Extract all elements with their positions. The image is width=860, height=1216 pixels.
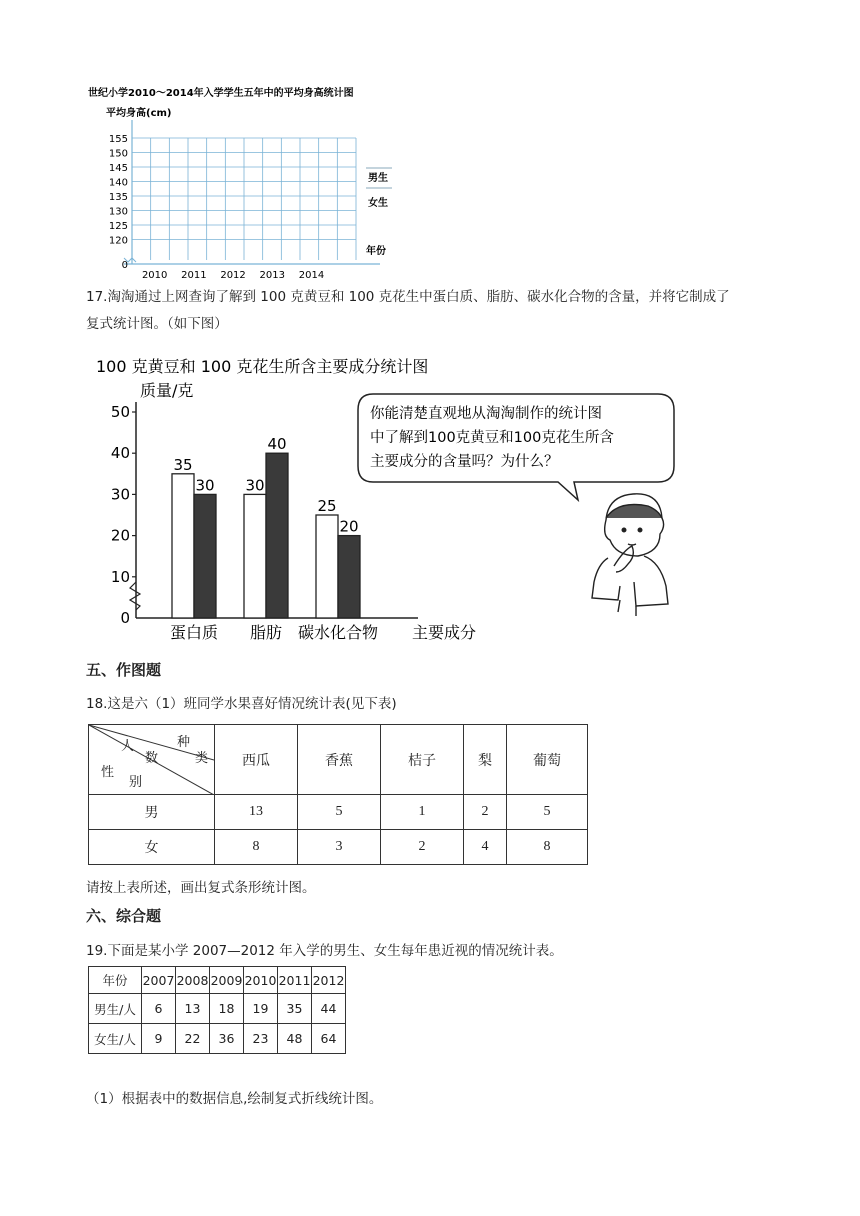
speech-bubble: [358, 394, 674, 500]
table-cell: 5: [507, 795, 588, 830]
bar-chart-ylabel: 质量/克: [140, 381, 194, 400]
height-chart-title: 世纪小学2010～2014年入学学生五年中的平均身高统计图: [88, 88, 354, 99]
year-header: 2007: [142, 967, 176, 994]
y-tick-label: 150: [108, 148, 128, 160]
y-tick-label: 0: [120, 609, 130, 627]
table-cell: 2: [464, 795, 507, 830]
table-cell: 6: [142, 994, 176, 1024]
table-row: [89, 1024, 346, 1054]
x-tick-label: 2010: [141, 270, 168, 281]
y-tick-label: 10: [110, 567, 130, 586]
category-label: 蛋白质: [169, 623, 219, 642]
table-cell: 44: [312, 994, 346, 1024]
speech-line-3: 主要成分的含量吗？为什么？: [370, 454, 559, 470]
table-cell: 35: [278, 994, 312, 1024]
y-tick-label: 155: [108, 134, 128, 145]
table-cell: 8: [507, 830, 588, 865]
diag-zhong: 种: [177, 735, 191, 750]
bar-marks: [172, 435, 360, 618]
table-cell: 13: [215, 795, 298, 830]
fruit-header: 香蕉: [298, 725, 381, 795]
year-header: 2010: [244, 967, 278, 994]
bar-y-ticks: [111, 403, 136, 627]
fruit-preference-table: [88, 724, 588, 865]
bar-data-label: 30: [195, 476, 215, 495]
diag-xing: 性: [101, 765, 115, 780]
height-chart: [80, 78, 410, 283]
category-label: 碳水化合物: [297, 623, 379, 642]
row-label: 女生/人: [89, 1024, 142, 1054]
table-cell: 2: [381, 830, 464, 865]
bar-categories: [170, 623, 378, 642]
table-cell: 9: [142, 1024, 176, 1054]
y-tick-label: 0: [121, 260, 128, 271]
q18-text: 18.这是六（1）班同学水果喜好情况统计表(见下表): [86, 696, 397, 712]
bar: [266, 453, 288, 618]
table-cell: 13: [176, 994, 210, 1024]
q19-sub-1: （1）根据表中的数据信息,绘制复式折线统计图。: [86, 1091, 383, 1107]
diag-bie: 别: [129, 775, 143, 790]
table-row: [89, 795, 588, 830]
y-tick-label: 140: [108, 177, 128, 189]
diag-lei: 类: [195, 751, 209, 766]
table-cell: 23: [244, 1024, 278, 1054]
height-chart-xlabel: 年份: [366, 246, 386, 257]
height-chart-x-ticks: [142, 270, 324, 281]
bar: [244, 494, 266, 618]
fruit-header: 葡萄: [507, 725, 588, 795]
bar-chart-xlabel: 主要成分: [412, 623, 477, 642]
q17-line-2: 复式统计图。（如下图）: [86, 316, 228, 332]
diagonal-header-cell: [89, 725, 215, 795]
height-legend-boys: 男生: [368, 173, 388, 184]
x-tick-label: 2013: [259, 270, 285, 281]
section-6-heading: 六、综合题: [86, 907, 162, 925]
section-5-heading: 五、作图题: [86, 661, 162, 679]
table-cell: 3: [298, 830, 381, 865]
row-label: 男生/人: [89, 994, 142, 1024]
bar-data-label: 25: [317, 497, 337, 515]
bar: [172, 474, 194, 618]
year-header: 2011: [278, 967, 312, 994]
q19-text: 19.下面是某小学 2007—2012 年入学的男生、女生每年患近视的情况统计表。: [86, 943, 563, 959]
nutrition-bar-chart: [88, 350, 688, 650]
table-cell: 36: [210, 1024, 244, 1054]
myopia-table: [88, 966, 346, 1054]
category-label: 脂肪: [249, 623, 283, 642]
y-tick-label: 130: [108, 206, 128, 218]
fruit-header: 桔子: [381, 725, 464, 795]
x-tick-label: 2011: [181, 270, 207, 281]
height-chart-ylabel: 平均身高(cm): [106, 108, 172, 119]
thinking-boy-illustration: [592, 494, 668, 616]
table-cell: 5: [298, 795, 381, 830]
y-tick-label: 30: [110, 485, 130, 504]
y-tick-label: 40: [110, 444, 130, 463]
speech-line-1: 你能清楚直观地从淘淘制作的统计图: [370, 406, 602, 422]
y-tick-label: 135: [108, 192, 128, 203]
bar-data-label: 35: [173, 455, 193, 474]
table-cell: 48: [278, 1024, 312, 1054]
year-header: 2012: [312, 967, 346, 994]
height-chart-y-ticks: [109, 134, 128, 271]
table-cell: 18: [210, 994, 244, 1024]
fruit-header: 梨: [464, 725, 507, 795]
table-cell: 4: [464, 830, 507, 865]
y-tick-label: 20: [110, 526, 130, 545]
header-label: 年份: [89, 967, 142, 994]
bar: [316, 515, 338, 618]
height-chart-grid: [124, 120, 380, 264]
q18-instruction: 请按上表所述，画出复式条形统计图。: [86, 880, 316, 896]
bar: [338, 536, 360, 618]
table-row: [89, 830, 588, 865]
bar-data-label: 20: [339, 517, 359, 536]
bar-data-label: 30: [245, 476, 265, 495]
table-cell: 1: [381, 795, 464, 830]
x-tick-label: 2014: [298, 270, 325, 281]
fruit-header: 西瓜: [215, 725, 298, 795]
y-tick-label: 125: [108, 221, 128, 232]
row-label: 女: [89, 830, 215, 865]
year-header: 2008: [176, 967, 210, 994]
table-row: [89, 994, 346, 1024]
table-cell: 22: [176, 1024, 210, 1054]
q17-line-1: 17.淘淘通过上网查询了解到 100 克黄豆和 100 克花生中蛋白质、脂肪、碳水化合物的含量，并将它制成了: [86, 289, 730, 305]
diag-ren: 人: [121, 739, 135, 754]
diag-shu: 数: [145, 751, 159, 766]
speech-line-2: 中了解到100克黄豆和100克花生所含: [370, 430, 614, 446]
height-legend-girls: 女生: [368, 198, 388, 209]
bar-data-label: 40: [267, 435, 287, 454]
row-label: 男: [89, 795, 215, 830]
y-tick-label: 120: [108, 235, 128, 247]
table-cell: 8: [215, 830, 298, 865]
x-tick-label: 2012: [220, 270, 246, 281]
table-cell: 19: [244, 994, 278, 1024]
year-header: 2009: [210, 967, 244, 994]
bar: [194, 494, 216, 618]
y-tick-label: 50: [110, 403, 130, 421]
y-tick-label: 145: [108, 163, 128, 174]
bar-chart-title: 100 克黄豆和 100 克花生所含主要成分统计图: [96, 357, 429, 376]
table-cell: 64: [312, 1024, 346, 1054]
